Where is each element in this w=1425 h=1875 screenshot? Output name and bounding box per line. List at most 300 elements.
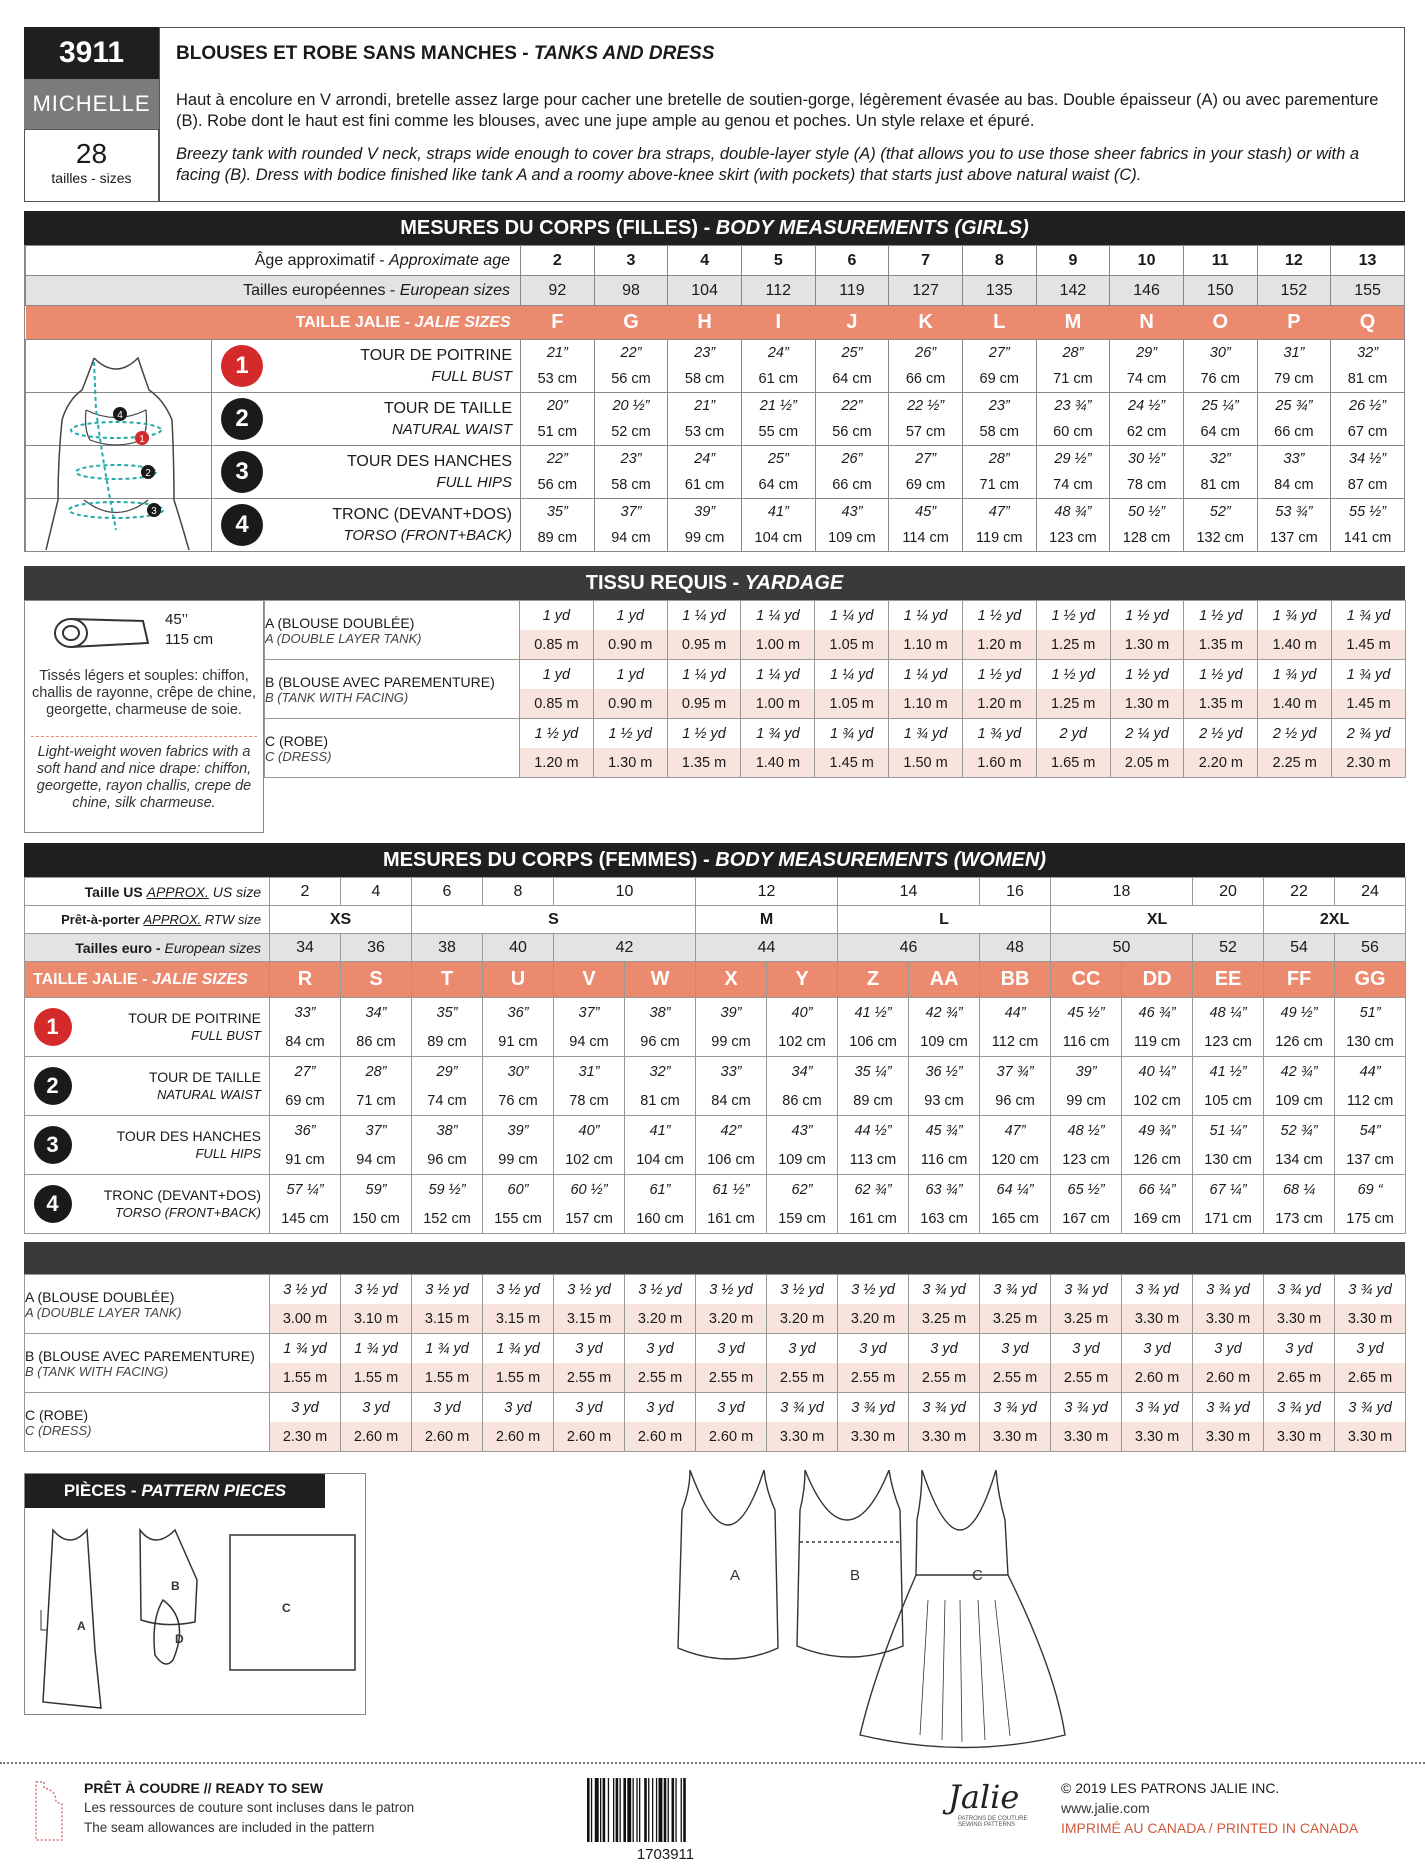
yardage-view-en: B (TANK WITH FACING)	[265, 689, 409, 705]
rtw-label-en: RTW size	[201, 912, 261, 927]
yardage-cell	[980, 1275, 1051, 1334]
measure-inches: 49 ¾”	[1138, 1122, 1176, 1139]
yardage-m: 3.30 m	[1122, 1422, 1192, 1451]
yardage-m: 3.20 m	[625, 1304, 695, 1333]
pattern-number: 3911	[24, 27, 159, 79]
yardage-yd: 3 ¾ yd	[1064, 1399, 1108, 1416]
yardage-cell	[412, 1334, 483, 1393]
women-table	[24, 877, 1406, 1234]
yardage-yd: 1 ½ yd	[1125, 666, 1169, 683]
measure-inches: 43”	[791, 1122, 813, 1139]
yardage-yd: 1 ½ yd	[608, 725, 652, 742]
measure-cm: 67 cm	[1347, 424, 1388, 440]
girls-measure-cell	[1331, 446, 1405, 499]
yardage-cell	[1332, 601, 1406, 660]
yardage-m: 1.65 m	[1037, 748, 1110, 777]
yardage-cell	[1264, 1334, 1335, 1393]
us-size-label	[25, 878, 270, 906]
yardage-cell	[270, 1275, 341, 1334]
us-size-cell: 22	[1264, 878, 1335, 906]
yardage-title-en: YARDAGE	[744, 572, 844, 594]
yardage-yd: 3 yd	[646, 1340, 674, 1357]
women-jalie-cell: CC	[1051, 962, 1122, 998]
women-jalie-cell: S	[341, 962, 412, 998]
yardage-yd: 2 ¾ yd	[1346, 725, 1391, 742]
yardage-m: 0.95 m	[668, 630, 741, 659]
girls-measure-cell	[815, 340, 889, 393]
yardage-cell	[483, 1334, 554, 1393]
yardage-m: 1.00 m	[741, 630, 814, 659]
measure-cm: 78 cm	[1126, 477, 1167, 493]
age-row-cell: 3	[594, 246, 668, 276]
women-measure-label	[25, 998, 270, 1057]
measure-cm: 64 cm	[1200, 424, 1240, 440]
rtw-size-cell: 2XL	[1264, 906, 1406, 934]
women-measure-cell	[696, 998, 767, 1057]
girls-measure-cell	[521, 393, 595, 446]
yardage-cell	[1036, 660, 1110, 719]
women-measure-cell	[1193, 1057, 1264, 1116]
yardage-view-en: A (DOUBLE LAYER TANK)	[265, 630, 422, 646]
scissors-icon	[34, 1780, 64, 1847]
measure-cm: 71 cm	[1053, 371, 1093, 387]
women-euro-cell: 46	[838, 934, 980, 962]
yardage-yd: 1 yd	[542, 607, 571, 624]
women-jalie-cell: V	[554, 962, 625, 998]
yardage-cell	[1036, 719, 1110, 778]
girls-measure-cell	[1110, 393, 1184, 446]
euro-size-row-cell: 92	[521, 276, 595, 306]
measure-inches: 23”	[694, 345, 716, 361]
measure-number-badge: 4	[221, 504, 263, 546]
jalie-size-cell: I	[775, 311, 782, 333]
measure-inches: 42 ¾”	[925, 1004, 963, 1021]
pattern-name: MICHELLE	[24, 79, 159, 129]
girls-measure-cell	[668, 340, 742, 393]
measure-inches: 61 ½”	[712, 1181, 750, 1198]
yardage-yd: 1 ¾ yd	[1272, 607, 1317, 624]
age-row-cell: 2	[521, 246, 595, 276]
barcode-bar	[656, 1778, 657, 1842]
measure-cm: 66 cm	[832, 477, 872, 493]
yardage-m: 3.15 m	[483, 1304, 553, 1333]
measure-inches: 25”	[767, 451, 789, 467]
fabric-info-box	[24, 600, 264, 833]
svg-text:3: 3	[151, 506, 157, 517]
yardage-cell	[767, 1393, 838, 1452]
yardage-yd: 3 yd	[1001, 1340, 1029, 1357]
barcode-bar	[587, 1778, 590, 1842]
measure-inches: 52 ¾”	[1280, 1122, 1318, 1139]
us-size-cell: 20	[1193, 878, 1264, 906]
yardage-m: 2.60 m	[1193, 1363, 1263, 1392]
measure-inches: 37”	[365, 1122, 387, 1139]
yardage-cell	[1258, 719, 1332, 778]
yardage-m: 2.55 m	[1051, 1363, 1121, 1392]
measure-cm: 57 cm	[905, 424, 946, 440]
measure-inches: 42”	[720, 1122, 742, 1139]
measure-cm: 81 cm	[1200, 477, 1240, 493]
printed-sep: /	[1204, 1820, 1217, 1836]
yardage-m: 1.10 m	[889, 630, 962, 659]
women-yardage-header	[24, 1242, 1405, 1274]
age-row-cell: 6	[815, 246, 889, 276]
seam-allowance-fr: Les ressources de couture sont incluses dans le patron	[84, 1800, 415, 1815]
women-measure-cell	[412, 1057, 483, 1116]
yardage-view-en: A (DOUBLE LAYER TANK)	[25, 1304, 182, 1320]
yardage-m: 1.20 m	[520, 748, 593, 777]
yardage-cell	[520, 601, 594, 660]
women-euro-cell: 52	[1193, 934, 1264, 962]
yardage-cell	[625, 1275, 696, 1334]
measure-inches: 36 ½”	[925, 1063, 963, 1080]
yardage-yd: 3 ¾ yd	[1206, 1399, 1250, 1416]
yardage-yd: 3 ½ yd	[851, 1281, 895, 1298]
measure-cm: 112 cm	[1346, 1092, 1394, 1109]
website-link[interactable]: www.jalie.com	[1061, 1800, 1150, 1816]
svg-text:4: 4	[117, 410, 123, 421]
yardage-yd: 3 ¾ yd	[780, 1399, 824, 1416]
yardage-cell	[1051, 1334, 1122, 1393]
women-jalie-cell: U	[483, 962, 554, 998]
girls-measure-cell	[1036, 340, 1110, 393]
yardage-yd: 1 ½ yd	[682, 725, 726, 742]
measure-cm: 61 cm	[684, 477, 725, 493]
girls-measure-cell	[1257, 340, 1331, 393]
yardage-cell	[1051, 1275, 1122, 1334]
yardage-yd: 3 ½ yd	[354, 1281, 398, 1298]
women-measure-cell	[554, 998, 625, 1057]
euro-size-row-cell: 142	[1036, 276, 1110, 306]
yardage-cell	[270, 1334, 341, 1393]
measure-cm: 109 cm	[1275, 1092, 1323, 1109]
yardage-view-en: C (DRESS)	[265, 748, 332, 764]
barcode-bar	[648, 1778, 649, 1842]
measure-inches: 30”	[1209, 345, 1231, 361]
yardage-cell	[1184, 660, 1258, 719]
barcode-bar	[681, 1778, 682, 1842]
yardage-yd: 3 yd	[433, 1399, 461, 1416]
measure-inches: 51 ¼”	[1209, 1122, 1247, 1139]
measure-inches: 35”	[436, 1004, 458, 1021]
yardage-cell	[412, 1393, 483, 1452]
yardage-yd: 3 yd	[1143, 1340, 1171, 1357]
rtw-size-cell: XS	[270, 906, 412, 934]
yardage-cell	[554, 1393, 625, 1452]
yardage-m: 1.40 m	[1258, 630, 1331, 659]
women-euro-cell: 48	[980, 934, 1051, 962]
barcode-bar	[613, 1778, 614, 1842]
women-measure-cell	[270, 1116, 341, 1175]
measure-inches: 48 ¾”	[1054, 504, 1092, 520]
girls-measure-cell	[889, 393, 963, 446]
women-measure-cell	[341, 1175, 412, 1234]
measure-cm: 71 cm	[356, 1092, 396, 1109]
yardage-yd: 3 yd	[646, 1399, 674, 1416]
women-measure-cell	[270, 1057, 341, 1116]
measure-cm: 96 cm	[995, 1092, 1035, 1109]
yardage-m: 1.25 m	[1037, 630, 1110, 659]
measure-number-badge: 2	[221, 398, 263, 440]
measure-cm: 167 cm	[1062, 1210, 1110, 1227]
yardage-cell	[593, 719, 667, 778]
jalie-logo	[948, 1778, 1028, 1828]
age-row-cell: 5	[741, 246, 815, 276]
yardage-cell	[1193, 1334, 1264, 1393]
girls-measure-cell	[521, 499, 595, 552]
women-jalie-cell: Y	[767, 962, 838, 998]
women-jalie-cell: FF	[1264, 962, 1335, 998]
girls-measure-row	[26, 340, 1405, 393]
jalie-size-cell: F	[551, 311, 564, 333]
girls-measure-cell	[521, 340, 595, 393]
description-en: Breezy tank with rounded V neck, straps wide enough to cover bra straps, double-layer style (A) (that allows you to use those sheer fabrics in your stash) or with a facing (B). Dress with bodice finished like tank A and a roomy above-knee skirt (with pockets) that starts just above natural waist (C).	[176, 145, 1360, 184]
women-measure-cell	[625, 1175, 696, 1234]
us-label-en: US size	[208, 883, 261, 900]
measure-inches: 20 ½”	[612, 398, 650, 414]
ready-sep: //	[199, 1780, 216, 1796]
yardage-row-label	[25, 1393, 270, 1452]
measure-cm: 64 cm	[758, 477, 799, 493]
yardage-yd: 3 ¾ yd	[922, 1281, 966, 1298]
women-euro-cell: 42	[554, 934, 696, 962]
girls-measure-cell	[594, 446, 668, 499]
measure-cm: 96 cm	[640, 1033, 680, 1050]
pattern-title	[176, 43, 714, 65]
measure-cm: 62 cm	[1126, 424, 1167, 440]
women-yardage-row	[25, 1334, 1406, 1393]
girls-measure-cell	[741, 340, 815, 393]
yardage-m: 1.55 m	[412, 1363, 482, 1392]
girls-measure-cell	[1257, 393, 1331, 446]
yardage-yd: 3 yd	[575, 1340, 603, 1357]
measure-number-badge: 1	[34, 1008, 72, 1046]
measure-cm: 114 cm	[902, 530, 949, 546]
measure-cm: 66 cm	[905, 371, 946, 387]
euro-size-row-cell: 119	[815, 276, 889, 306]
yardage-m: 2.05 m	[1111, 748, 1184, 777]
measure-name-fr: TOUR DE POITRINE	[360, 347, 512, 364]
piece-d-label: D	[175, 1632, 184, 1646]
measure-inches: 34”	[791, 1063, 813, 1080]
women-jalie-cell: EE	[1193, 962, 1264, 998]
measure-inches: 45 ½”	[1067, 1004, 1105, 1021]
measure-inches: 21 ½”	[759, 398, 797, 414]
yardage-m: 1.35 m	[1184, 630, 1257, 659]
yardage-cell	[909, 1275, 980, 1334]
printed-fr: IMPRIMÉ AU CANADA	[1061, 1820, 1205, 1836]
measure-number-badge: 3	[34, 1126, 72, 1164]
jalie-size-cell: H	[697, 311, 712, 333]
girls-yardage-grid	[264, 600, 1406, 778]
measure-name-fr: TOUR DE TAILLE	[148, 1069, 261, 1085]
measure-cm: 163 cm	[920, 1210, 968, 1227]
girls-measure-cell	[741, 446, 815, 499]
yardage-yd: 3 ½ yd	[709, 1281, 753, 1298]
fabric-width-cm: 115 cm	[165, 631, 214, 648]
girls-measure-cell	[1257, 499, 1331, 552]
measure-inches: 44 ½”	[854, 1122, 892, 1139]
yardage-yd: 1 yd	[542, 666, 571, 683]
measure-inches: 38”	[649, 1004, 671, 1021]
measure-cm: 87 cm	[1347, 477, 1388, 493]
women-euro-cell: 34	[270, 934, 341, 962]
yardage-cell	[593, 660, 667, 719]
yardage-m: 3.30 m	[980, 1422, 1050, 1451]
women-jalie-cell: Z	[838, 962, 909, 998]
yardage-view-fr: C (ROBE)	[265, 732, 328, 749]
yardage-yd: 3 yd	[1072, 1340, 1100, 1357]
measure-cm: 123 cm	[1204, 1033, 1252, 1050]
women-euro-cell: 40	[483, 934, 554, 962]
garment-sketches	[660, 1470, 1080, 1750]
measure-inches: 53 ¾”	[1275, 504, 1313, 520]
measure-inches: 22 ½”	[907, 398, 945, 414]
yardage-view-en: B (TANK WITH FACING)	[25, 1363, 169, 1379]
measure-cm: 141 cm	[1343, 530, 1392, 546]
printed-in	[1061, 1820, 1358, 1836]
age-row-cell: 7	[889, 246, 963, 276]
measure-cm: 58 cm	[611, 477, 651, 493]
yardage-m: 1.45 m	[1332, 689, 1405, 718]
yardage-cell	[1335, 1275, 1406, 1334]
printed-en: PRINTED IN CANADA	[1216, 1820, 1359, 1836]
barcode-bar	[675, 1778, 676, 1842]
yardage-cell	[909, 1334, 980, 1393]
women-measure-cell	[1335, 1175, 1406, 1234]
svg-text:2: 2	[145, 468, 151, 479]
yardage-yd: 1 ½ yd	[1199, 666, 1243, 683]
measure-inches: 35”	[546, 504, 568, 520]
women-measure-cell	[696, 1057, 767, 1116]
measure-inches: 31”	[1283, 345, 1305, 361]
yardage-cell	[667, 719, 741, 778]
measure-inches: 33”	[1283, 451, 1305, 467]
jalie-size-cell: Q	[1359, 311, 1376, 333]
measure-inches: 32”	[649, 1063, 671, 1080]
yardage-m: 3.30 m	[838, 1422, 908, 1451]
measure-inches: 60”	[507, 1181, 529, 1198]
yardage-yd: 3 yd	[930, 1340, 958, 1357]
measure-cm: 123 cm	[1062, 1151, 1110, 1168]
barcode-bar	[636, 1778, 637, 1842]
measure-cm: 105 cm	[1204, 1092, 1252, 1109]
euro-size-row-cell: 150	[1183, 276, 1257, 306]
yardage-yd: 2 yd	[1059, 725, 1087, 742]
yardage-view-en: C (DRESS)	[25, 1422, 92, 1438]
rtw-size-cell: L	[838, 906, 1051, 934]
title-sep: -	[516, 43, 534, 64]
yardage-cell	[341, 1334, 412, 1393]
women-measure-cell	[1122, 998, 1193, 1057]
women-measure-cell	[909, 1175, 980, 1234]
us-size-row	[25, 878, 1406, 906]
measure-inches: 35 ¼”	[854, 1063, 892, 1080]
yardage-m: 3.15 m	[554, 1304, 624, 1333]
yardage-cell	[696, 1334, 767, 1393]
measure-inches: 32”	[1357, 345, 1379, 361]
yardage-m: 0.85 m	[520, 630, 593, 659]
euro-size-row-cell: 127	[889, 276, 963, 306]
yardage-cell	[1122, 1393, 1193, 1452]
yardage-m: 1.35 m	[1184, 689, 1257, 718]
yardage-m: 2.30 m	[270, 1422, 340, 1451]
yardage-cell	[1332, 719, 1406, 778]
measure-cm: 56 cm	[537, 477, 578, 493]
measure-inches: 62 ¾”	[854, 1181, 892, 1198]
us-size-cell: 18	[1051, 878, 1193, 906]
barcode-bar	[608, 1778, 609, 1842]
yardage-yd: 3 ½ yd	[496, 1281, 540, 1298]
yardage-yd: 1 ¼ yd	[903, 666, 948, 683]
sizes-count: 28	[75, 138, 108, 169]
measure-inches: 23”	[988, 398, 1010, 414]
girls-measure-cell	[668, 499, 742, 552]
measure-inches: 68 ¼	[1282, 1181, 1316, 1198]
pattern-pieces-box	[24, 1473, 366, 1715]
measure-name-en: FULL BUST	[431, 368, 512, 385]
measure-cm: 69 cm	[285, 1092, 325, 1109]
measure-inches: 28”	[365, 1063, 387, 1080]
women-measure-cell	[341, 1116, 412, 1175]
yardage-yd: 3 ¾ yd	[1206, 1281, 1250, 1298]
women-title-fr: MESURES DU CORPS (FEMMES) -	[383, 849, 716, 871]
yardage-m: 2.55 m	[625, 1363, 695, 1392]
yardage-m: 3.30 m	[1193, 1422, 1263, 1451]
women-measure-cell	[1335, 1057, 1406, 1116]
yardage-m: 2.55 m	[980, 1363, 1050, 1392]
girls-measure-cell	[962, 446, 1036, 499]
measure-inches: 39”	[694, 504, 716, 520]
women-size-table	[24, 877, 1405, 1234]
yardage-m: 1.55 m	[270, 1363, 340, 1392]
women-euro-cell: 36	[341, 934, 412, 962]
barcode-bar	[591, 1778, 592, 1842]
measure-cm: 126 cm	[1133, 1151, 1181, 1168]
measure-cm: 99 cm	[498, 1151, 538, 1168]
women-jalie-cell: R	[270, 962, 341, 998]
women-measure-cell	[838, 998, 909, 1057]
yardage-m: 1.60 m	[963, 748, 1036, 777]
yardage-cell	[520, 660, 594, 719]
girls-measure-row	[26, 499, 1405, 552]
women-jalie-cell: T	[412, 962, 483, 998]
barcode-bar	[603, 1778, 606, 1842]
seam-allowance-en: The seam allowances are included in the pattern	[84, 1820, 375, 1835]
yardage-yd: 3 ½ yd	[283, 1281, 327, 1298]
jalie-size-cell: M	[1064, 311, 1082, 333]
women-measurements-header	[24, 843, 1405, 877]
yardage-m: 3.00 m	[270, 1304, 340, 1333]
logo-sub: PATRONS DE COUTURE SEWING PATTERNS	[958, 1816, 1028, 1828]
yardage-yd: 3 ¾ yd	[993, 1281, 1037, 1298]
fabric-suggestion-en: Light-weight woven fabrics with a soft hand and nice drape: chiffon, georgette, rayon challis, crepe de chine, silk charmeuse.	[36, 744, 252, 811]
yardage-cell	[483, 1393, 554, 1452]
measure-cm: 84 cm	[285, 1033, 325, 1050]
measure-inches: 42 ¾”	[1280, 1063, 1318, 1080]
yardage-cell	[1193, 1393, 1264, 1452]
yardage-cell	[1335, 1334, 1406, 1393]
yardage-yd: 3 ¾ yd	[1135, 1281, 1179, 1298]
measure-name-en: FULL HIPS	[436, 474, 512, 491]
yardage-cell	[889, 719, 963, 778]
girls-yardage-table	[264, 600, 1405, 778]
women-title-en: BODY MEASUREMENTS (WOMEN)	[715, 849, 1046, 871]
measure-cm: 76 cm	[498, 1092, 538, 1109]
sizes-count-box	[24, 129, 159, 202]
yardage-cell	[341, 1393, 412, 1452]
measure-cm: 102 cm	[565, 1151, 613, 1168]
